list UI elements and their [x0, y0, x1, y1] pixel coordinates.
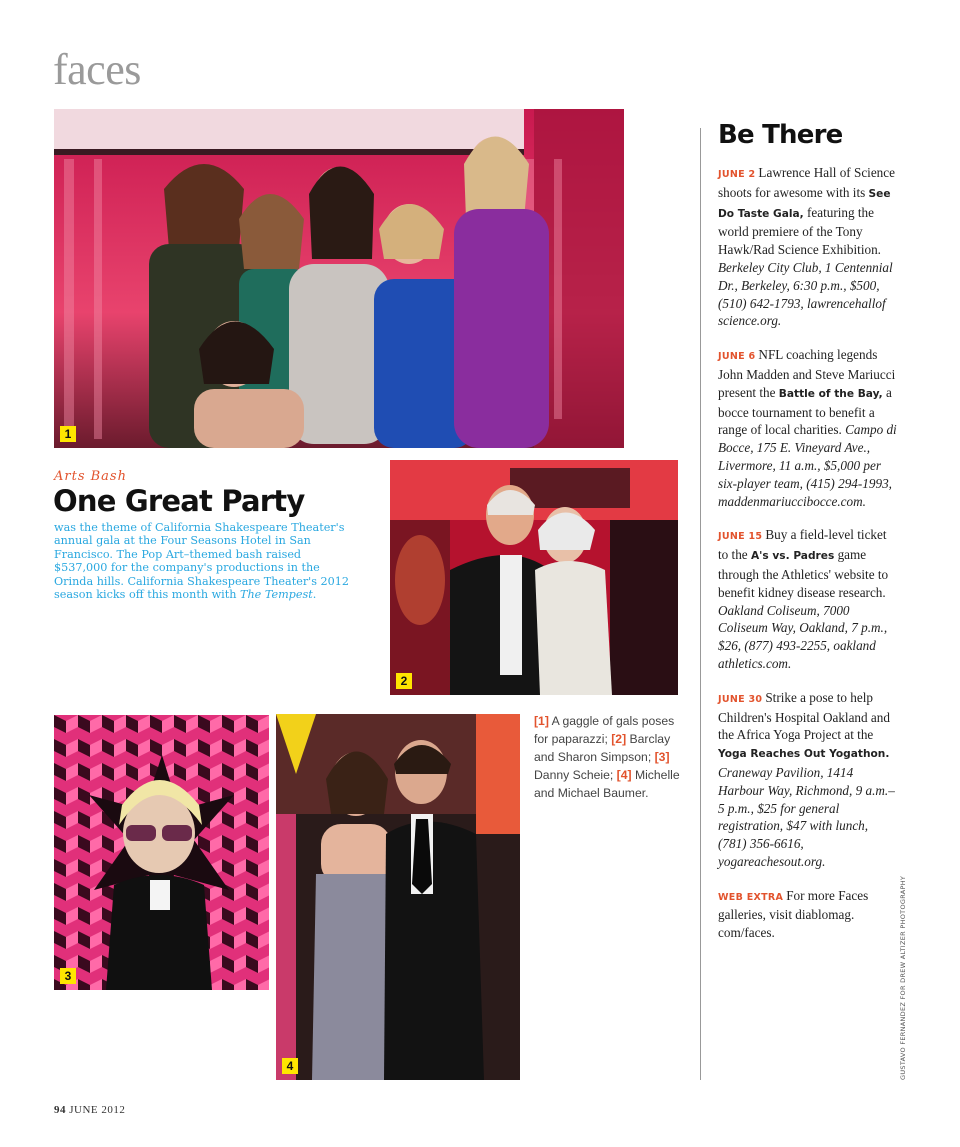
photo-4-image [276, 714, 520, 1080]
caption-text: Danny Scheie; [534, 768, 617, 782]
event-item [718, 346, 898, 510]
photo-2-image [390, 460, 678, 695]
photo-3-image [54, 715, 269, 990]
be-there-sidebar [718, 120, 898, 958]
photo-number-badge: 2 [396, 673, 412, 689]
blurb-end: . [312, 588, 317, 602]
event-date: JUNE 2 [718, 169, 756, 180]
caption-text: A gaggle of gals poses for paparazzi; [534, 714, 675, 746]
caption-text: Michelle and Michael Baumer. [534, 768, 680, 800]
caption-number: [1] [534, 714, 549, 728]
photo-number-badge: 1 [60, 426, 76, 442]
event-lead: For more Faces galleries, visit diablomag. com/faces. [718, 887, 869, 941]
story-kicker: Arts Bash [54, 469, 127, 484]
event-lead: Lawrence Hall of Science shoots for awesome with its [718, 165, 895, 200]
event-details: Berkeley City Club, 1 Centennial Dr., Berkeley, 6:30 p.m., $500, (510) 642-1793, lawrencehallof science.org. [718, 259, 893, 329]
issue-date: JUNE 2012 [69, 1104, 126, 1116]
photo-captions [534, 712, 684, 802]
event-after: a bocce tournament to benefit a range of local charities. [718, 384, 892, 438]
page-folio [54, 1104, 125, 1116]
photo-1-image [54, 109, 624, 448]
page-number: 94 [54, 1104, 66, 1116]
event-name: Battle of the Bay, [778, 387, 883, 400]
photo-credit: GUSTAVO FERNANDEZ FOR DREW ALTIZER PHOTOGRAPHY [899, 875, 907, 1080]
event-item [718, 887, 898, 942]
photo-1 [54, 109, 624, 448]
blurb-text: was the theme of California Shakespeare Theater's annual gala at the Four Seasons Hotel in San Francisco. The Pop Art–themed bash raised $537,000 for the company's productions in the Orinda hills. California Shakespeare Theater's 2012 season kicks off this month with [54, 521, 350, 602]
column-divider [700, 128, 701, 1080]
sidebar-title: Be There [718, 120, 843, 150]
photo-number-badge: 4 [282, 1058, 298, 1074]
event-after: game through the Athletics' website to benefit kidney disease research. [718, 547, 889, 600]
event-name: A's vs. Padres [750, 550, 835, 563]
event-lead: Buy a field-level ticket to the [718, 527, 887, 563]
story-headline: One Great Party [53, 484, 305, 518]
caption-number: [4] [616, 768, 632, 782]
event-date: JUNE 15 [718, 531, 763, 543]
event-details: Craneway Pavilion, 1414 Harbour Way, Richmond, 9 a.m.–5 p.m., $25 for general registration, $47 with lunch, (781) 356-6616, yogareachesout.org. [718, 764, 895, 869]
section-title: faces [53, 45, 141, 94]
story-blurb [54, 521, 354, 601]
event-lead: Strike a pose to help Children's Hospital Oakland and the Africa Yoga Project at the [718, 689, 890, 743]
event-after: featuring the world premiere of the Tony Hawk/Rad Science Exhibition. [718, 204, 881, 258]
photo-4 [276, 714, 520, 1080]
photo-2 [390, 460, 678, 695]
caption-number: [3] [654, 750, 670, 764]
event-name: See Do Taste Gala, [718, 187, 891, 220]
photo-number-badge: 3 [60, 968, 76, 984]
event-date: JUNE 30 [718, 693, 763, 705]
event-item [718, 689, 898, 871]
event-item [718, 164, 898, 330]
photo-3 [54, 715, 269, 990]
event-item [718, 526, 898, 672]
event-date: WEB EXTRA [718, 891, 784, 903]
event-lead: NFL coaching legends John Madden and Steve Mariucci present the [718, 347, 896, 400]
event-details: Oakland Coliseum, 7000 Coliseum Way, Oakland, 7 p.m., $26, (877) 493-2255, oakland athletics.com. [718, 602, 888, 671]
caption-text: Barclay and Sharon Simpson; [534, 732, 671, 764]
event-name: Yoga Reaches Out Yogathon. [718, 748, 890, 761]
event-date: JUNE 6 [718, 351, 756, 363]
event-details: Campo di Bocce, 175 E. Vineyard Ave., Livermore, 11 a.m., $5,000 per six-player team, (415) 294-1993, maddenmariuccibocce.com. [718, 422, 897, 509]
blurb-play-title: The Tempest [240, 588, 313, 602]
caption-number: [2] [611, 732, 627, 746]
